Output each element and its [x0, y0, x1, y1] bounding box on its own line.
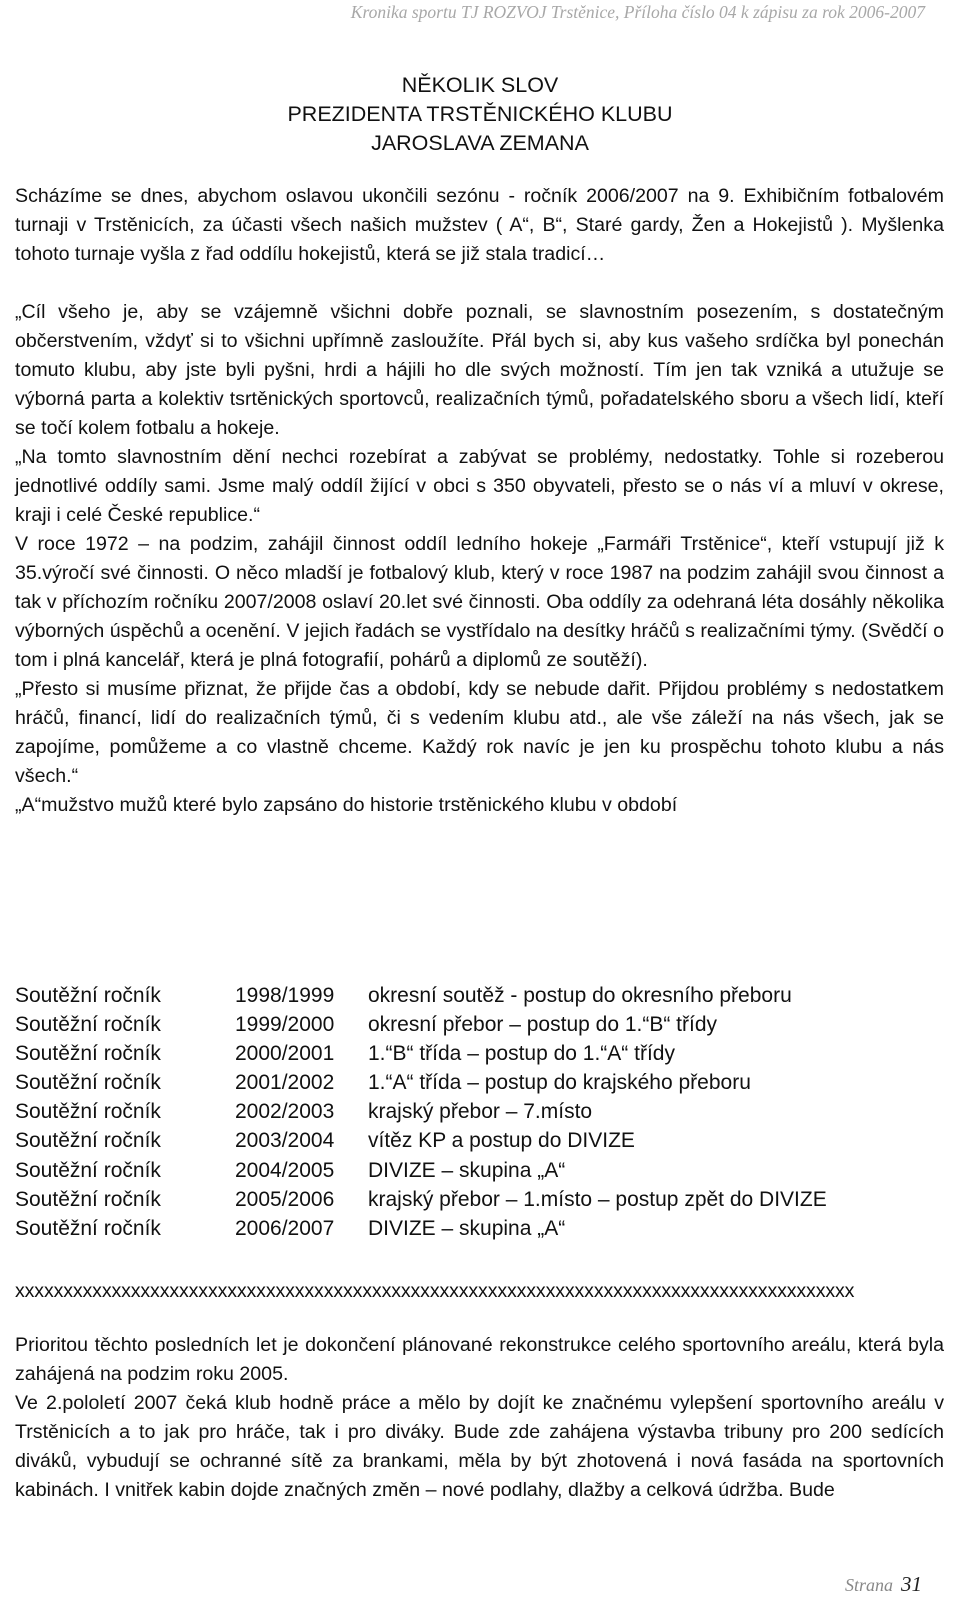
season-result: 1.“A“ třída – postup do krajského přeboru: [368, 1071, 751, 1095]
speech-paragraph-4: „Přesto si musíme přiznat, že přijde čas a období, kdy se nebude dařit. Přijdou problémy s nedostatkem hráčů, financí, lidí do realizačních týmů, či s vedením klubu atd., ale vše záleží na nás všech, jak se zapojíme, pomůžeme a co vlastně chceme. Každý rok navíc je jen ku prospěchu tohoto klubu a nás všech.“: [15, 678, 944, 787]
speech-paragraph-1: „Cíl všeho je, aby se vzájemně všichni dobře poznali, se slavnostním posezením, s dostatečným občerstvením, vždyť si to všichni upřímně zasloužíte. Přál bych si, aby kus vašeho srdíčka byl ponechán tomuto klubu, aby jste byli pyšni, hrdi a hájili ho dle svých možností. Tím jen tak vzniká a utužuje se výborná parta a kolektiv tsrtěnických sportovců, realizačních týmů, pořadatelského sboru a všech lidí, kteří se točí kolem fotbalu a hokeje.: [15, 301, 944, 439]
season-row: [15, 1156, 944, 1185]
page-footer: [845, 1572, 922, 1597]
closing-paragraph-2: Ve 2.pololetí 2007 čeká klub hodně práce a mělo by dojít ke značnému vylepšení sportovního areálu v Trstěnicích a to jak pro hráče, tak i pro diváky. Bude zde zahájena výstavba tribuny pro 200 sedících diváků, vybudují se ochranné sítě za brankami, měla by být zhotovená i nová fasáda na sportovních kabinách. I vnitřek kabin dojde značných změn – nové podlahy, dlažby a celková údržba. Bude: [15, 1392, 944, 1501]
season-row: [15, 1010, 944, 1039]
season-result: okresní soutěž - postup do okresního přeboru: [368, 984, 792, 1007]
season-label: Soutěžní ročník: [15, 1216, 161, 1240]
season-result: okresní přebor – postup do 1.“B“ třídy: [368, 1013, 718, 1037]
season-result: krajský přebor – 7.místo: [368, 1100, 593, 1124]
season-year: 2003/2004: [235, 1129, 335, 1153]
speech-paragraph-3: V roce 1972 – na podzim, zahájil činnost oddíl ledního hokeje „Farmáři Trstěnice“, kteří vstupují již k 35.výročí své činnosti. O něco mladší je fotbalový klub, který v roce 1987 na podzim zahájil svou činnost a tak v příchozím ročníku 2007/2008 oslaví 20.let své činnosti. Oba oddíly za odehraná léta dosáhly několika výborných úspěchů a ocenění. V jejich řadách se vystřídalo na desítky hráčů s realizačními týmy. (Svědčí o tom i plná kancelář, která je plná fotografií, pohárů a diplomů ze soutěží).: [15, 533, 944, 671]
season-result: krajský přebor – 1.místo – postup zpět do DIVIZE: [368, 1187, 827, 1211]
article-title: [0, 71, 960, 158]
page-number: 31: [901, 1572, 922, 1596]
closing-paragraph-1: Prioritou těchto posledních let je dokončení plánované rekonstrukce celého sportovního areálu, která byla zahájená na podzim roku 2005.: [15, 1334, 944, 1385]
season-row: [15, 981, 944, 1010]
season-row: [15, 1039, 944, 1068]
title-line-2: PREZIDENTA TRSTĚNICKÉHO KLUBU: [287, 102, 673, 126]
season-label: Soutěžní ročník: [15, 1158, 161, 1182]
season-year: 2006/2007: [235, 1216, 335, 1240]
season-row: [15, 1068, 944, 1097]
season-year: 1999/2000: [235, 1013, 335, 1037]
season-year: 2001/2002: [235, 1071, 335, 1095]
season-label: Soutěžní ročník: [15, 1071, 161, 1095]
season-row: [15, 1214, 944, 1243]
season-result: DIVIZE – skupina „A“: [368, 1158, 566, 1182]
season-row: [15, 1126, 944, 1155]
page-label: Strana: [844, 1575, 893, 1595]
season-label: Soutěžní ročník: [15, 1129, 161, 1153]
season-label: Soutěžní ročník: [15, 984, 161, 1007]
season-list: [15, 981, 944, 1243]
season-row: [15, 1185, 944, 1214]
season-result: DIVIZE – skupina „A“: [368, 1216, 566, 1240]
season-year: 2004/2005: [235, 1158, 335, 1182]
season-result: vítěz KP a postup do DIVIZE: [368, 1129, 635, 1153]
season-label: Soutěžní ročník: [15, 1042, 161, 1066]
article-body: [15, 182, 944, 820]
speech-paragraph-5: „A“mužstvo mužů které bylo zapsáno do historie trstěnického klubu v období: [15, 794, 678, 816]
season-label: Soutěžní ročník: [15, 1100, 161, 1124]
title-line-1: NĚKOLIK SLOV: [401, 73, 559, 97]
season-row: [15, 1097, 944, 1126]
season-year: 2000/2001: [235, 1042, 335, 1066]
season-year: 2002/2003: [235, 1100, 335, 1124]
speech-paragraph-2: „Na tomto slavnostním dění nechci rozebírat a zabývat se problémy, nedostatky. Tohle si rozeberou jednotlivé oddíly sami. Jsme malý oddíl žijící v obci s 350 obyvateli, přesto se o nás ví a mluví v okrese, kraji i celé České republice.“: [15, 446, 944, 526]
season-result: 1.“B“ třída – postup do 1.“A“ třídy: [368, 1042, 675, 1066]
season-label: Soutěžní ročník: [15, 1013, 161, 1037]
season-year: 2005/2006: [235, 1187, 335, 1211]
closing-section: [15, 1331, 944, 1505]
running-header: Kronika sportu TJ ROZVOJ Trstěnice, Příloha číslo 04 k zápisu za rok 2006-2007: [350, 2, 925, 22]
intro-paragraph: Scházíme se dnes, abychom oslavou ukončili sezónu - ročník 2006/2007 na 9. Exhibičním fotbalovém turnaji v Trstěnicích, za účasti všech našich mužstev ( A“, B“, Staré gardy, Žen a Hokejistů ). Myšlenka tohoto turnaje vyšla z řad oddílu hokejistů, která se již stala tradicí…: [15, 185, 944, 265]
title-line-3: JAROSLAVA ZEMANA: [371, 131, 589, 155]
separator-line: xxxxxxxxxxxxxxxxxxxxxxxxxxxxxxxxxxxxxxxxxxxxxxxxxxxxxxxxxxxxxxxxxxxxxxxxxxxxxxxxxxxxxxx: [15, 1280, 855, 1302]
season-label: Soutěžní ročník: [15, 1187, 161, 1211]
season-year: 1998/1999: [235, 984, 335, 1007]
